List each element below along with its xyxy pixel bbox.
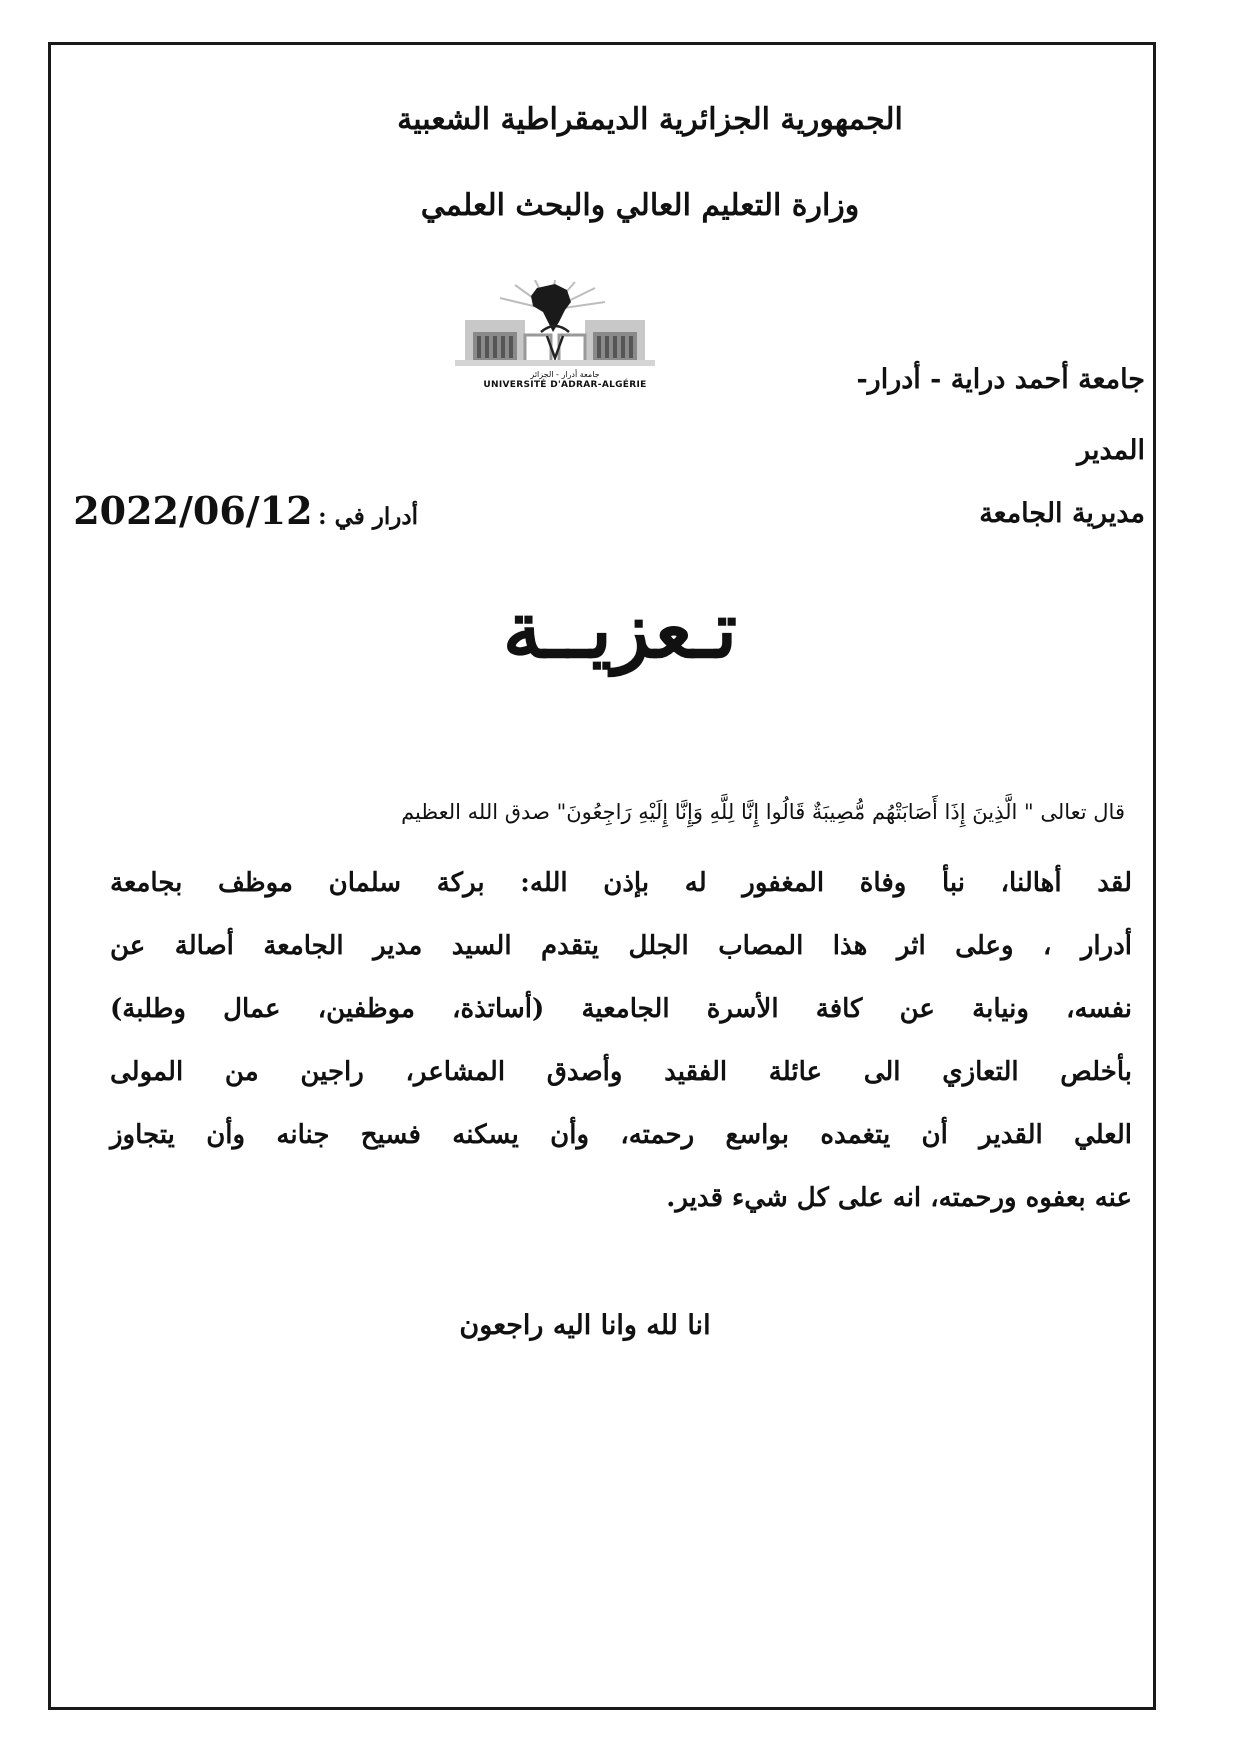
date-line (73, 488, 418, 533)
country-heading: الجمهورية الجزائرية الديمقراطية الشعبية (397, 102, 903, 137)
body-line: عنه بعفوه ورحمته، انه على كل شيء قدير. (666, 1183, 1132, 1213)
closing-phrase: انا لله وانا اليه راجعون (459, 1310, 711, 1341)
body-line: لقد أهالنا، نبأ وفاة المغفور له بإذن الله: بركة سلمان موظف بجامعة (110, 868, 1132, 898)
date-value: 2022/06/12 (73, 488, 313, 533)
body-line: نفسه، ونيابة عن كافة الأسرة الجامعية (أساتذة، موظفين، عمال وطلبة) (110, 994, 1132, 1024)
logo-caption-arabic: جامعة أدرار - الجزائر (530, 370, 600, 379)
date-label: أدرار في : (318, 503, 418, 530)
logo-caption-french: UNIVERSITÉ D'ADRAR-ALGÉRIE (483, 380, 647, 390)
logo-emblem-icon (455, 280, 675, 380)
body-line: بأخلص التعازي الى عائلة الفقيد وأصدق المشاعر، راجين من المولى (110, 1057, 1132, 1087)
ministry-heading: وزارة التعليم العالي والبحث العلمي (420, 188, 860, 223)
director-label: المدير (1077, 435, 1145, 466)
body-line: العلي القدير أن يتغمده بواسع رحمته، وأن يسكنه فسيح جنانه وأن يتجاوز (110, 1120, 1132, 1150)
university-name: جامعة أحمد دراية - أدرار- (856, 364, 1145, 395)
body-line: أدرار ، وعلى اثر هذا المصاب الجلل يتقدم السيد مدير الجامعة أصالة عن (110, 931, 1132, 961)
quran-verse: قال تعالى " الَّذِينَ إِذَا أَصَابَتْهُم مُّصِيبَةٌ قَالُوا إِنَّا لِلَّهِ وَإِنَّا إِلَيْهِ رَاجِعُونَ" صدق الله العظيم (401, 800, 1125, 824)
document-title: تـعزيــة (502, 585, 738, 676)
condolence-body (110, 852, 1132, 1230)
university-logo (455, 280, 675, 400)
directorate-label: مديرية الجامعة (979, 498, 1145, 529)
